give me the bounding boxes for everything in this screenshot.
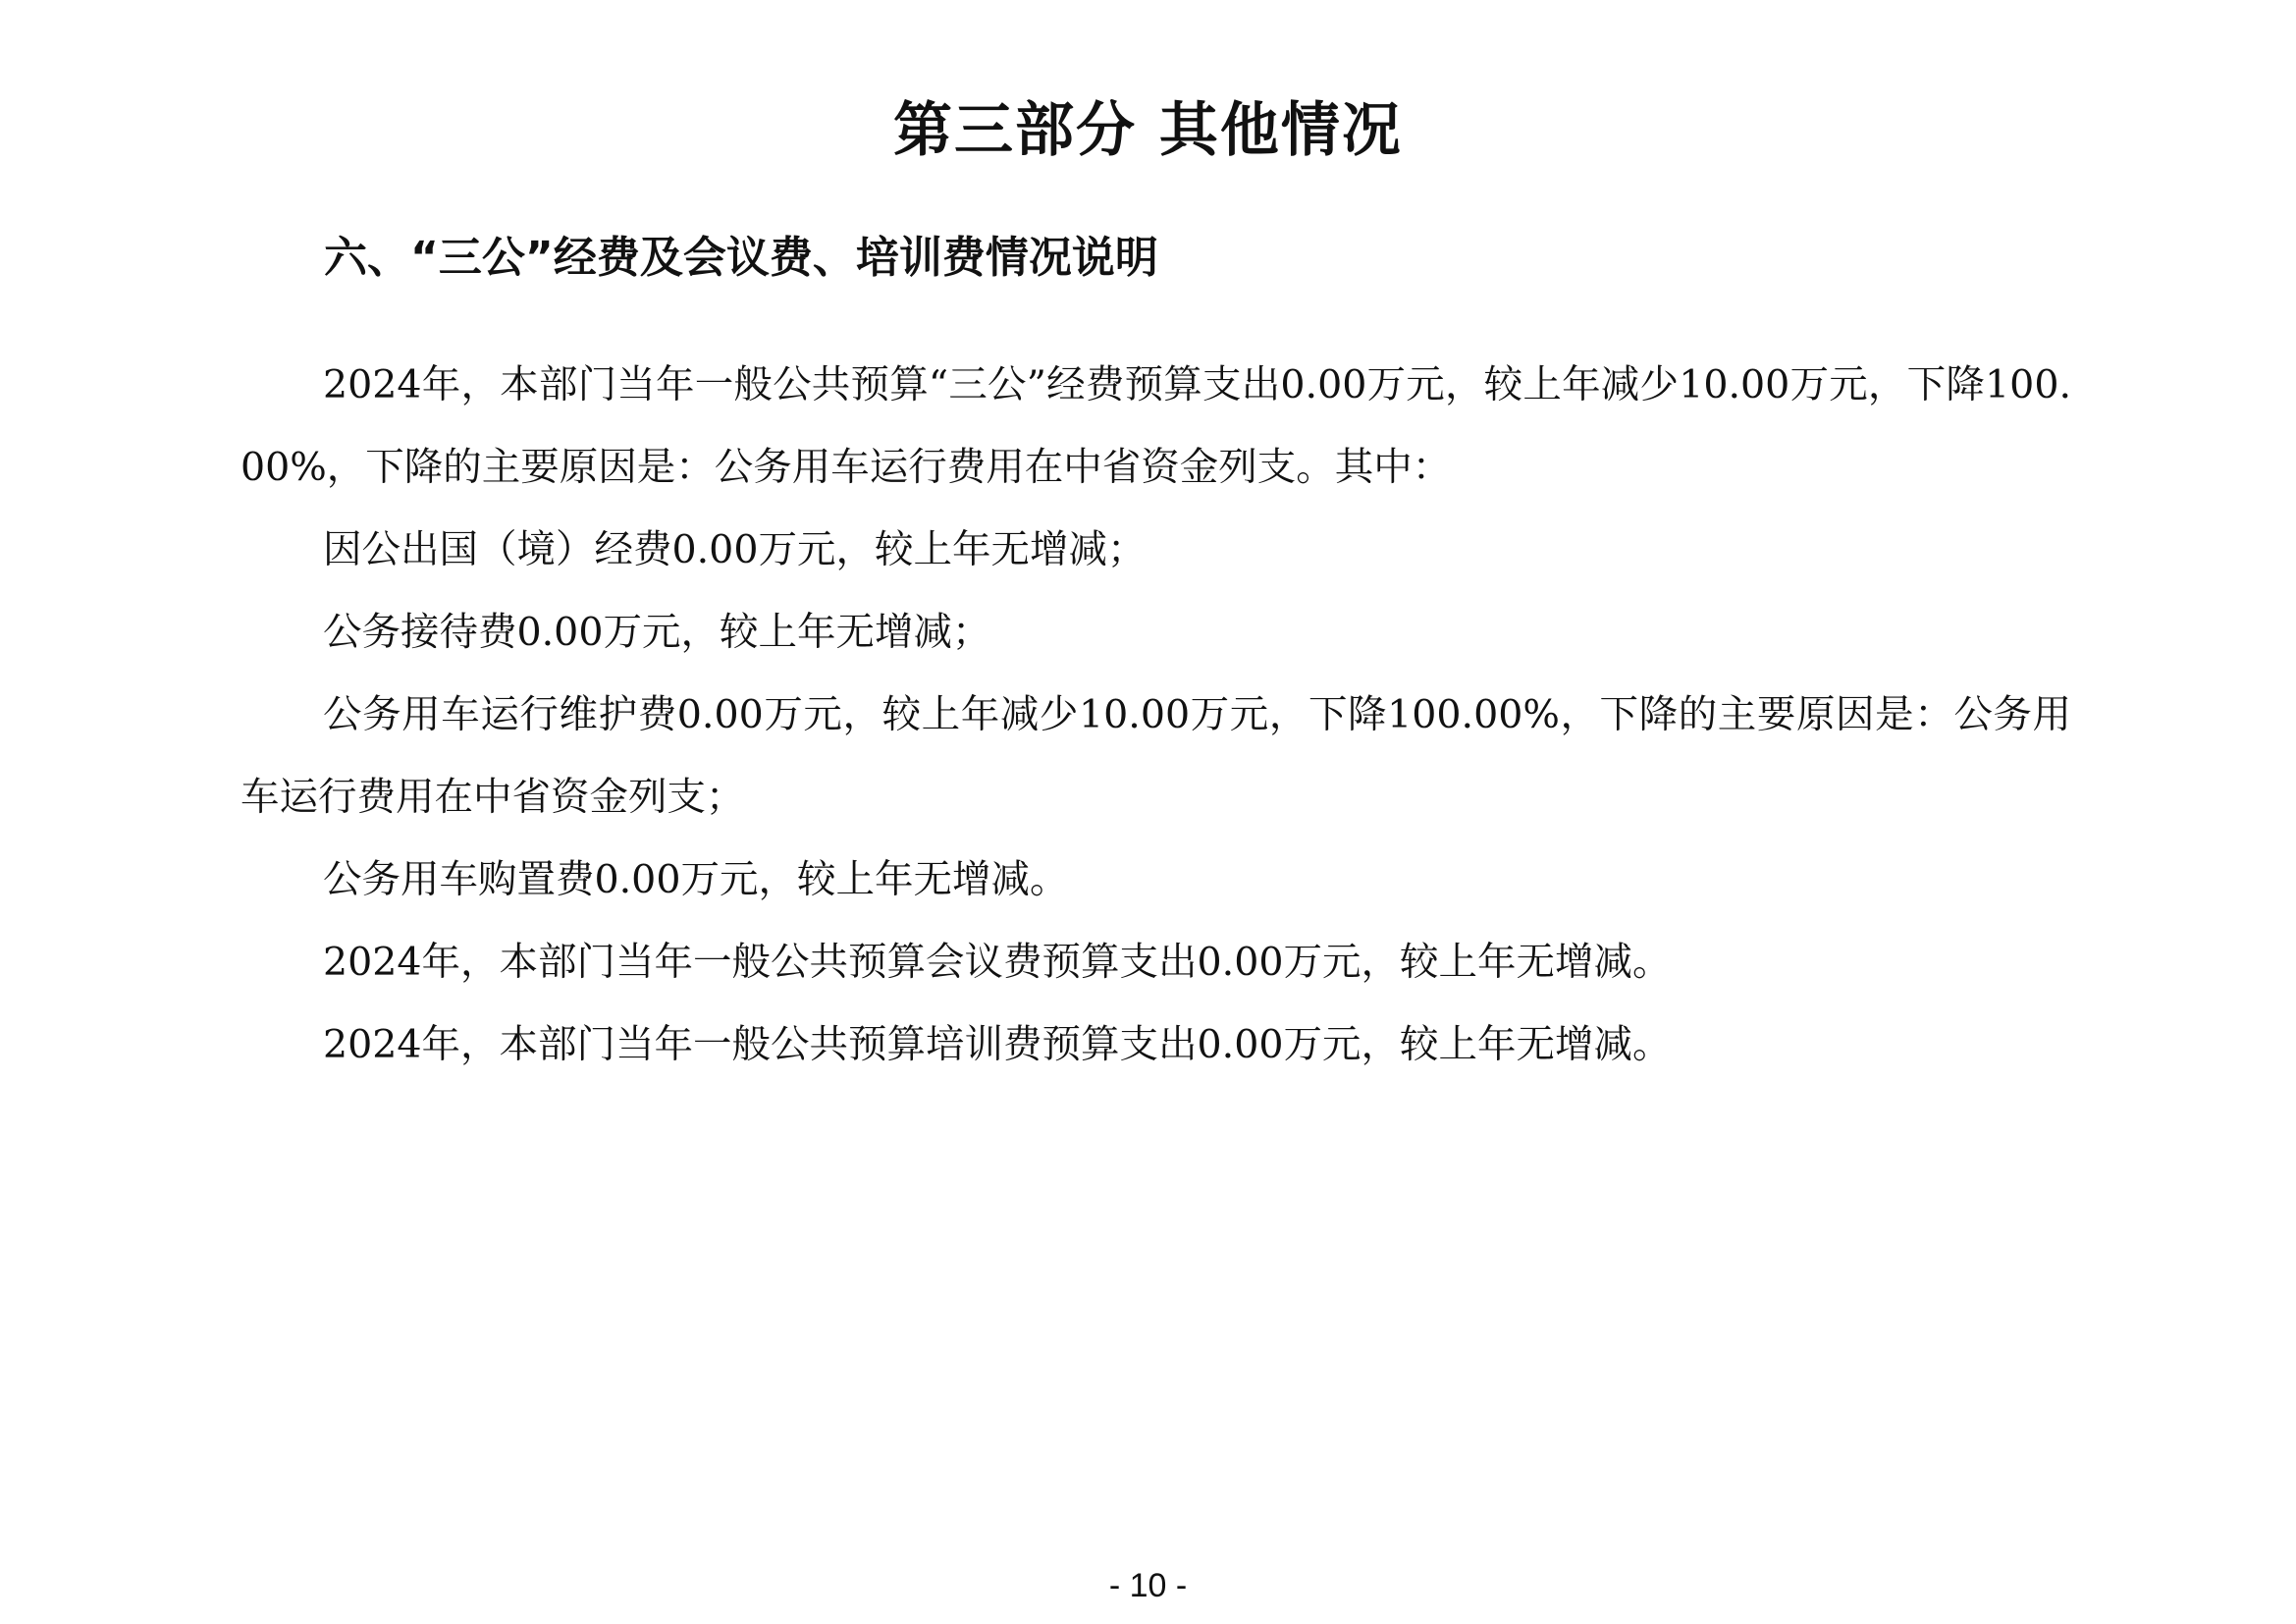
paragraph-vehicle-purchase-expenses: 公务用车购置费0.00万元，较上年无增减。 bbox=[323, 857, 1069, 902]
page-number: - 10 - bbox=[1108, 1567, 1188, 1604]
paragraph-meeting-expenses: 2024年，本部门当年一般公共预算会议费预算支出0.00万元，较上年无增减。 bbox=[323, 940, 1672, 985]
paragraph-training-expenses: 2024年，本部门当年一般公共预算培训费预算支出0.00万元，较上年无增减。 bbox=[323, 1022, 1672, 1067]
paragraph-overseas-travel-expenses: 因公出国（境）经费0.00万元，较上年无增减； bbox=[323, 527, 1147, 572]
section-heading: 六、“三公”经费及会议费、培训费情况说明 bbox=[324, 233, 1158, 283]
paragraph-three-public-expenses-summary: 2024年，本部门当年一般公共预算“三公”经费预算支出0.00万元，较上年减少10.00万元，下降100.00%，下降的主要原因是：公务用车运行费用在中省资金列支。其中： bbox=[240, 362, 2071, 490]
page-title: 第三部分 其他情况 bbox=[893, 96, 1403, 165]
paragraph-official-reception-expenses: 公务接待费0.00万元，较上年无增减； bbox=[323, 610, 991, 655]
paragraph-vehicle-operation-expenses: 公务用车运行维护费0.00万元，较上年减少10.00万元，下降100.00%，下降的主要原因是：公务用车运行费用在中省资金列支； bbox=[240, 692, 2071, 820]
